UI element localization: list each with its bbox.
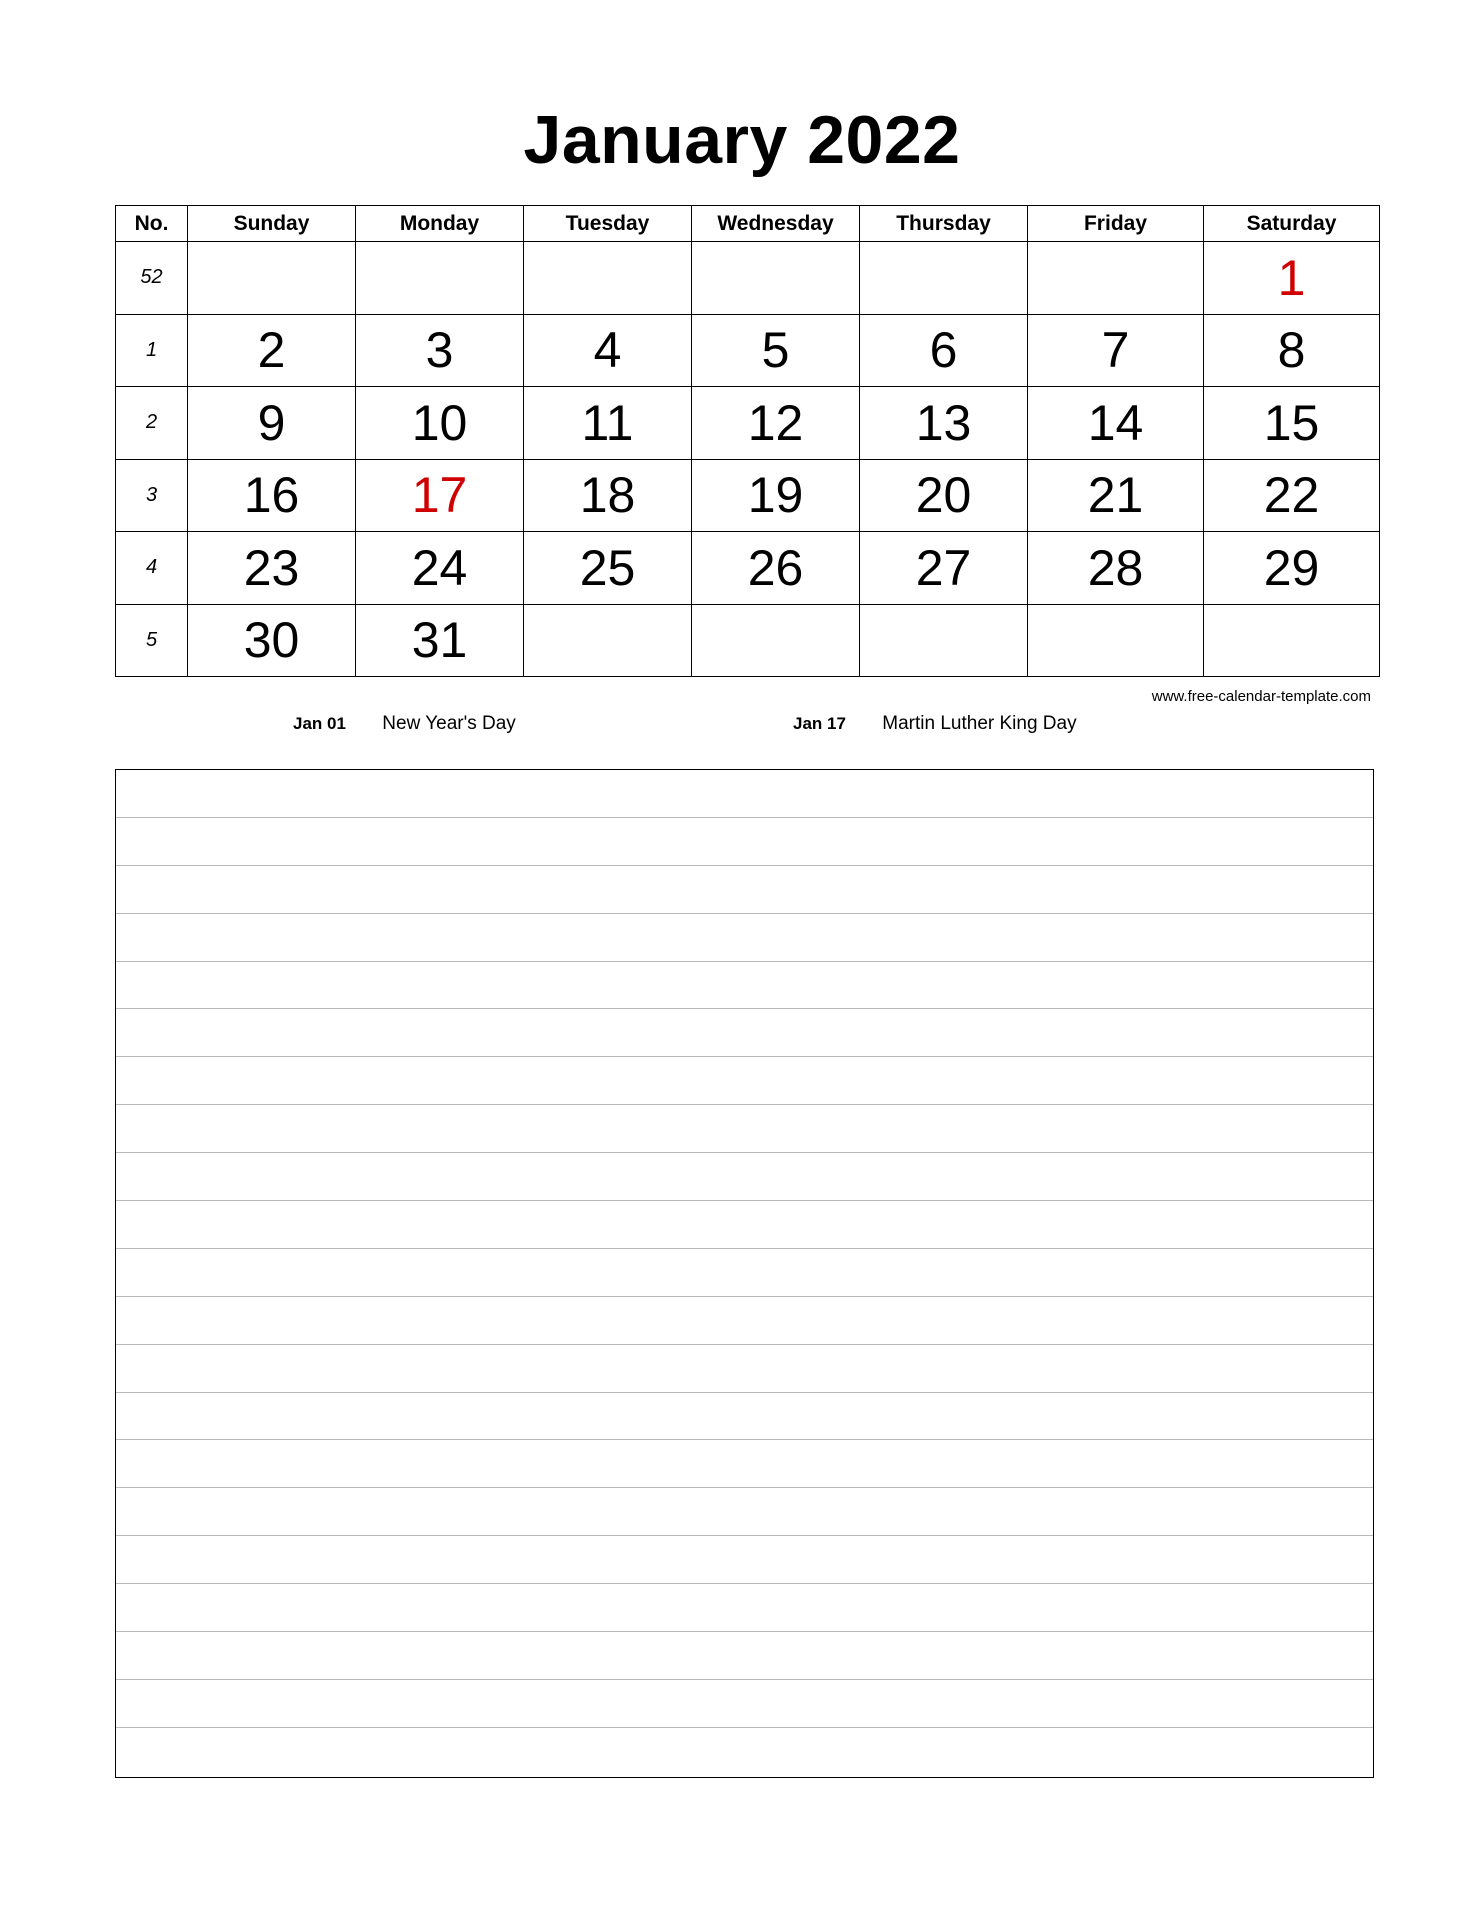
day-cell: 15 [1204,387,1380,460]
note-line[interactable] [116,1249,1373,1297]
day-cell [188,242,356,315]
holiday-date: Jan 01 [293,714,346,733]
week-row [116,314,1380,387]
day-cell: 8 [1204,314,1380,387]
note-line[interactable] [116,1201,1373,1249]
day-header-saturday: Saturday [1204,206,1380,242]
week-number: 2 [116,387,188,460]
day-cell [692,604,860,677]
holiday-date: Jan 17 [793,714,846,733]
page-title: January 2022 [523,102,961,178]
note-line[interactable] [116,1440,1373,1488]
day-cell: 29 [1204,532,1380,605]
note-line[interactable] [116,914,1373,962]
day-cell: 2 [188,314,356,387]
day-cell: 18 [524,459,692,532]
day-cell [860,242,1028,315]
note-line[interactable] [116,1297,1373,1345]
note-line[interactable] [116,1105,1373,1153]
week-number: 5 [116,604,188,677]
day-cell: 25 [524,532,692,605]
day-cell [1204,604,1380,677]
note-line[interactable] [116,1488,1373,1536]
day-header-monday: Monday [356,206,524,242]
day-cell: 10 [356,387,524,460]
note-line[interactable] [116,818,1373,866]
day-cell: 23 [188,532,356,605]
day-cell: 6 [860,314,1028,387]
day-cell [356,242,524,315]
day-cell: 12 [692,387,860,460]
note-line[interactable] [116,1393,1373,1441]
note-line[interactable] [116,1009,1373,1057]
day-cell: 14 [1028,387,1204,460]
note-line[interactable] [116,770,1373,818]
week-row [116,459,1380,532]
note-line[interactable] [116,962,1373,1010]
week-row [116,604,1380,677]
holiday-entry [793,713,1077,735]
calendar-grid [115,205,1380,677]
day-cell [524,242,692,315]
week-row [116,242,1380,315]
day-cell: 27 [860,532,1028,605]
day-cell: 13 [860,387,1028,460]
day-cell: 19 [692,459,860,532]
day-cell: 26 [692,532,860,605]
day-cell: 7 [1028,314,1204,387]
day-cell: 5 [692,314,860,387]
week-number: 52 [116,242,188,315]
day-cell: 4 [524,314,692,387]
day-header-friday: Friday [1028,206,1204,242]
day-cell: 28 [1028,532,1204,605]
day-cell [692,242,860,315]
notes-area[interactable] [115,769,1374,1778]
week-row [116,532,1380,605]
day-cell [860,604,1028,677]
holiday-name: Martin Luther King Day [882,713,1077,734]
day-header-thursday: Thursday [860,206,1028,242]
day-cell [1028,604,1204,677]
day-cell: 3 [356,314,524,387]
day-cell: 16 [188,459,356,532]
day-cell: 22 [1204,459,1380,532]
holiday-entry [293,713,516,735]
day-cell: 31 [356,604,524,677]
day-cell: 30 [188,604,356,677]
day-cell-holiday: 17 [356,459,524,532]
day-cell [1028,242,1204,315]
week-number: 4 [116,532,188,605]
holiday-name: New Year's Day [382,713,516,734]
note-line[interactable] [116,1728,1373,1776]
day-cell-holiday: 1 [1204,242,1380,315]
day-cell: 9 [188,387,356,460]
day-cell [524,604,692,677]
week-number-header: No. [116,206,188,242]
note-line[interactable] [116,866,1373,914]
week-row [116,387,1380,460]
week-number: 1 [116,314,188,387]
week-number: 3 [116,459,188,532]
day-cell: 20 [860,459,1028,532]
day-cell: 21 [1028,459,1204,532]
day-header-tuesday: Tuesday [524,206,692,242]
note-line[interactable] [116,1680,1373,1728]
website-credit: www.free-calendar-template.com [1151,688,1371,705]
day-cell: 24 [356,532,524,605]
note-line[interactable] [116,1584,1373,1632]
day-header-wednesday: Wednesday [692,206,860,242]
day-header-sunday: Sunday [188,206,356,242]
note-line[interactable] [116,1057,1373,1105]
note-line[interactable] [116,1345,1373,1393]
note-line[interactable] [116,1153,1373,1201]
note-line[interactable] [116,1536,1373,1584]
day-cell: 11 [524,387,692,460]
note-line[interactable] [116,1632,1373,1680]
header-row [116,206,1380,242]
